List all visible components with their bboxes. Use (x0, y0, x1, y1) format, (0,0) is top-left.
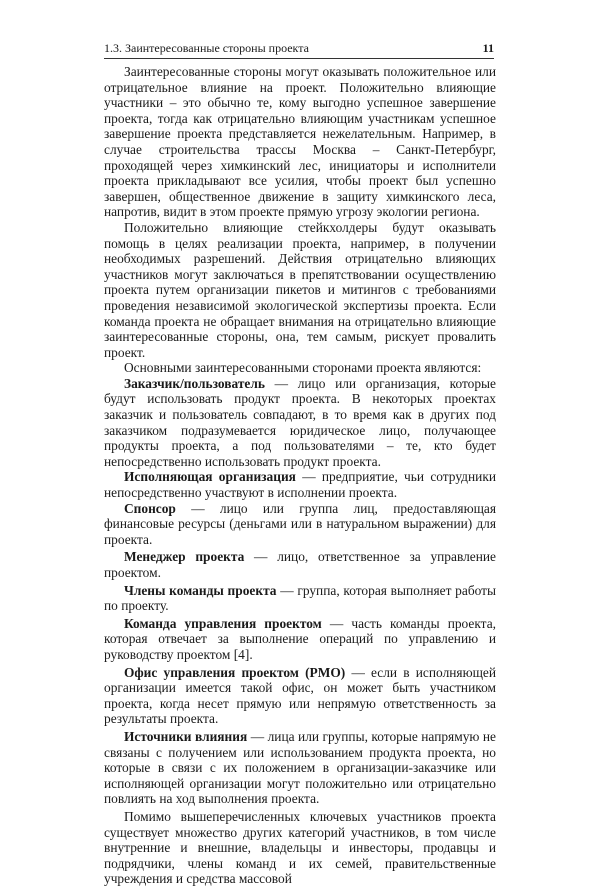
page-header (104, 38, 494, 59)
definition-item (104, 549, 496, 580)
definition-term: Исполняющая организация (124, 469, 296, 485)
paragraph: Основными заинтересованными сторонами проекта являются: (124, 360, 482, 376)
definition-text: — предприятие, чьи сотрудники непосредственно участвуют в исполнении проекта. (104, 469, 496, 501)
definition-term: Члены команды проекта (124, 582, 277, 598)
definition-item (104, 501, 496, 548)
definition-text: — лицо или группа лиц, предоставляющая финансовые ресурсы (деньгами или в натуральном выражении) для проекта. (104, 500, 496, 547)
definition-item (104, 616, 496, 663)
paragraph: Заинтересованные стороны могут оказывать положительное или отрицательное влияние на проект. Положительно влияющие участники – это обычно те, кому выгодно успешное завершение проекта, тогда как отрицательно влияющим участникам успешное завершение проекта представляется нежелательным. Например, в случае строительства трассы Москва – Санкт-Петербург, проходящей через химкинский лес, инициаторы и исполнители проекта прикладывают все усилия, чтобы проект был успешно завершен, общественное движение в защиту химкинского леса, напротив, видит в этом проекте прямую угрозу экологии региона. (104, 64, 496, 220)
definition-item (104, 469, 496, 500)
definition-term: Источники влияния (124, 728, 248, 744)
definition-item (104, 583, 496, 614)
definition-text: — если в исполняющей организации имеется такой офис, он может быть участником проекта, когда несет прямую или непрямую ответственность за результаты проекта. (104, 664, 496, 727)
definition-term: Менеджер проекта (124, 549, 245, 565)
paragraph: Положительно влияющие стейкхолдеры будут оказывать помощь в целях реализации проекта, например, в получении необходимых разрешений. Действия отрицательно влияющих участников могут заключаться в препятствовании осуществлению проекта путем организации пикетов и митингов с требованиями проведения независимой экологической экспертизы проекта. Если команда проекта не обращает внимания на отрицательно влияющие заинтересованные стороны, она, тем самым, рискует провалить проект. (104, 219, 496, 360)
page-body (104, 64, 496, 887)
definition-text: — часть команды проекта, которая отвечает за выполнение операций по управлению и руководству проектом [4]. (104, 615, 496, 662)
definition-text: — группа, которая выполняет работы по проекту. (104, 582, 496, 614)
definition-term: Команда управления проектом (124, 615, 322, 631)
definition-item (104, 665, 496, 727)
definition-text: — лица или группы, которые напрямую не связаны с получением или использованием продукта проекта, но которые в связи с их положением в организации-заказчике или исполняющей организации могут положительно или отрицательно повлиять на ход выполнения проекта. (104, 728, 496, 807)
running-title: 1.3. Заинтересованные стороны проекта (104, 41, 309, 55)
definition-item (104, 376, 496, 470)
page-number: 11 (482, 41, 494, 55)
definition-term: Заказчик/пользователь (124, 375, 265, 391)
definition-term: Офис управления проектом (PMO) (124, 664, 346, 680)
definition-text: — лицо или организация, которые будут использовать продукт проекта. В некоторых проектах заказчик и пользователь совпадают, в то время как в других под заказчиком подразумевается юридическое лицо, получающее продукты проекта, а под пользователями – те, кто будет непосредственно использовать продукт проекта. (104, 375, 496, 469)
closing-paragraph: Помимо вышеперечисленных ключевых участников проекта существует множество других категорий участников, в том числе внутренние и внешние, владельцы и инвесторы, продавцы и подрядчики, члены команд и их семей, правительственные учреждения и средства массовой (104, 808, 496, 887)
definition-term: Спонсор (124, 500, 176, 516)
definition-item (104, 729, 496, 807)
definition-text: — лицо, ответственное за управление проектом. (104, 549, 496, 580)
